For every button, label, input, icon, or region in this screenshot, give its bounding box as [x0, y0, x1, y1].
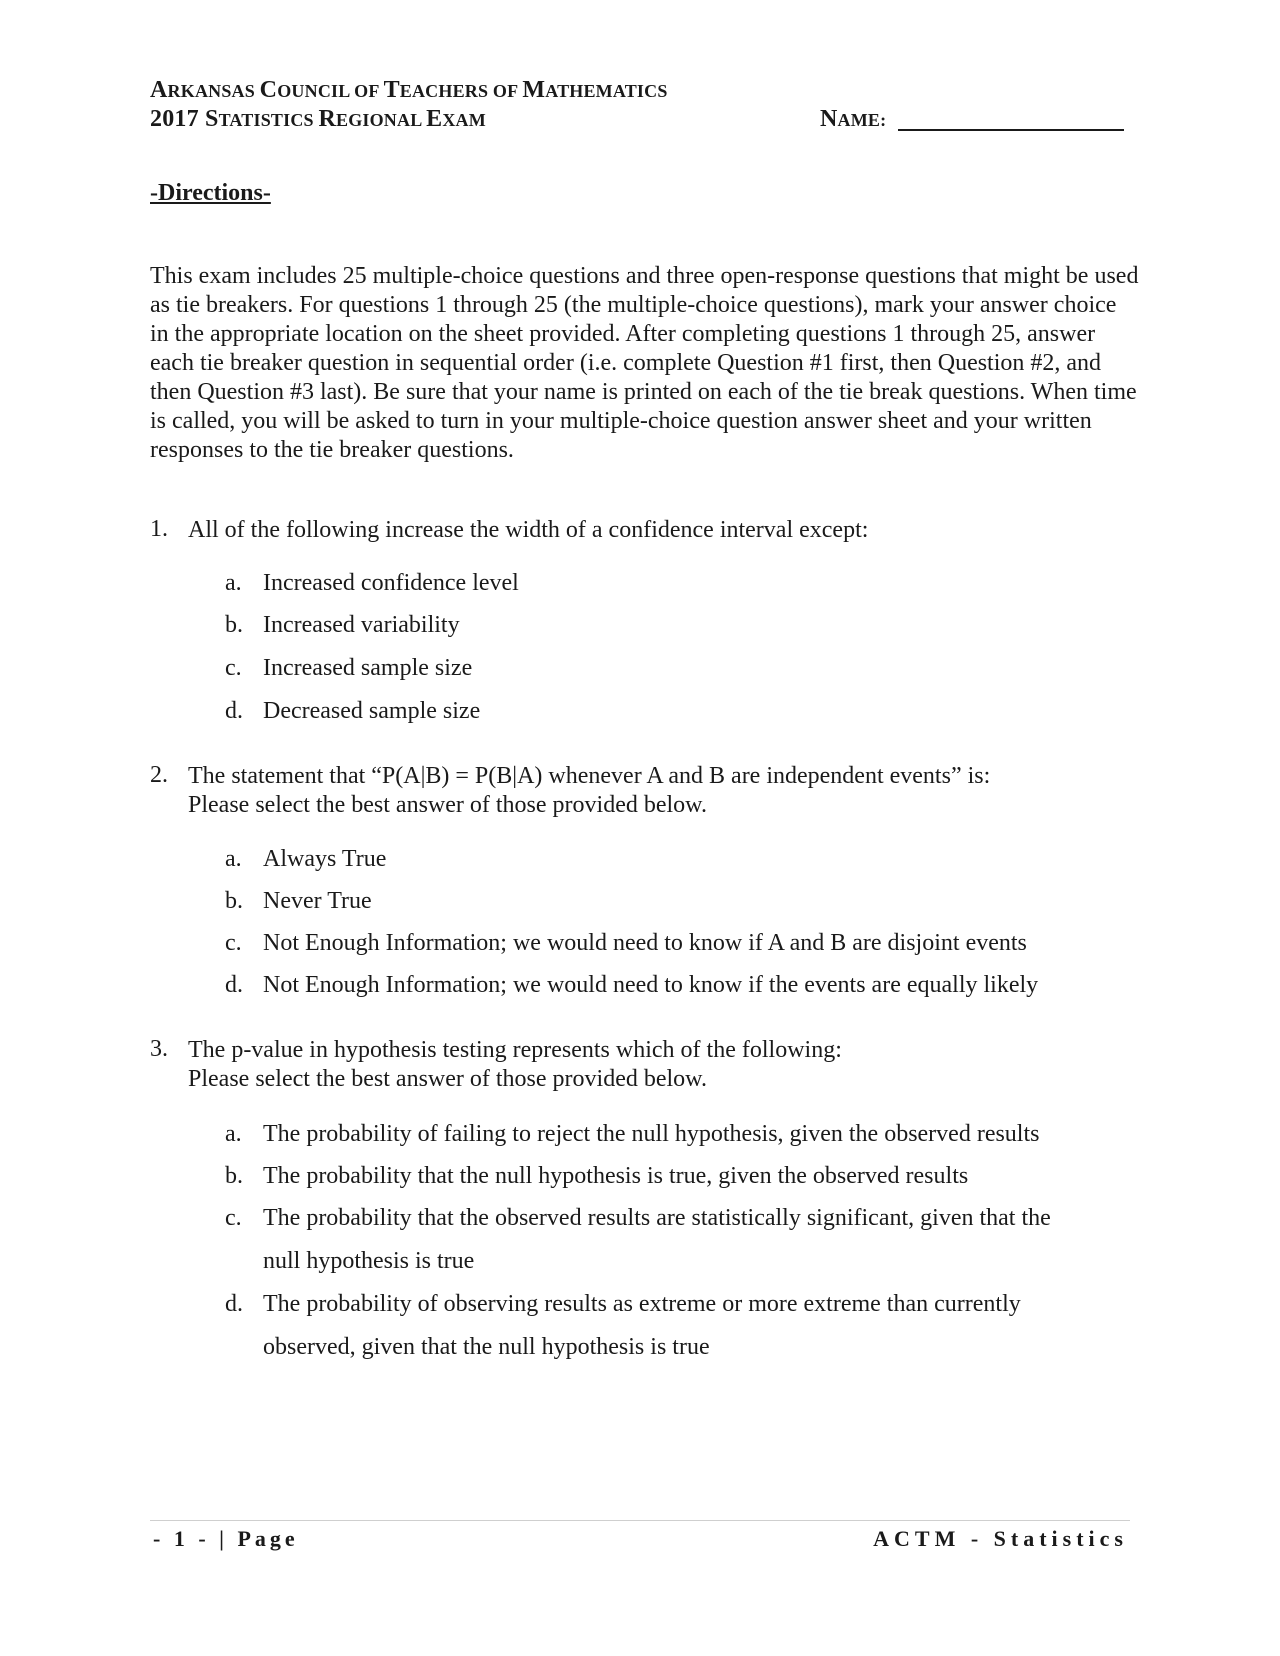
option-text: Increased variability — [263, 612, 460, 638]
option-3c-continued — [263, 1248, 474, 1275]
option-letter: d. — [225, 1291, 243, 1317]
option-letter: a. — [225, 570, 242, 596]
option-letter: d. — [225, 972, 243, 998]
directions-paragraph: This exam includes 25 multiple-choice questions and three open-response questions that might be used as tie breakers. For questions 1 through 25 (the multiple-choice questions), mark your answer choice in the appropriate location on the sheet provided. After completing questions 1 through 25, answer each tie breaker question in sequential order (i.e. complete Question #1 first, then Question #2, and then Question #3 last). Be sure that your name is printed on each of the tie break questions. When time is called, you will be asked to turn in your multiple-choice question answer sheet and your written responses to the tie breaker questions. — [150, 263, 1139, 463]
question-instruction: Please select the best answer of those provided below. — [188, 792, 707, 818]
question-stem: All of the following increase the width of a confidence interval except: — [188, 517, 869, 543]
option-text: Increased sample size — [263, 655, 473, 681]
question-stem: The p-value in hypothesis testing represents which of the following: — [188, 1037, 842, 1063]
exam-title: 2017 STATISTICS REGIONAL EXAM — [150, 106, 486, 132]
option-text: The probability that the null hypothesis is true, given the observed results — [263, 1163, 969, 1189]
question-number: 2. — [150, 762, 168, 788]
question-number: 3. — [150, 1036, 168, 1062]
option-text: Not Enough Information; we would need to know if A and B are disjoint events — [263, 930, 1027, 956]
directions-heading: -Directions- — [150, 180, 271, 206]
option-text-continued: null hypothesis is true — [263, 1248, 475, 1274]
option-letter: b. — [225, 612, 243, 638]
option-text: Always True — [263, 846, 387, 872]
question-stem: The statement that “P(A|B) = P(B|A) whenever A and B are independent events” is: — [188, 763, 991, 789]
organization-title: ARKANSAS COUNCIL OF TEACHERS OF MATHEMATICS — [150, 77, 668, 103]
page-number: - 1 - | Page — [153, 1526, 299, 1551]
option-text: The probability of failing to reject the null hypothesis, given the observed results — [263, 1121, 1040, 1147]
option-text: Not Enough Information; we would need to know if the events are equally likely — [263, 972, 1039, 998]
option-letter: c. — [225, 655, 242, 681]
question-instruction: Please select the best answer of those provided below. — [188, 1066, 707, 1092]
option-text: Decreased sample size — [263, 698, 481, 724]
option-text: Increased confidence level — [263, 570, 519, 596]
option-text: Never True — [263, 888, 372, 914]
option-letter: a. — [225, 846, 242, 872]
option-3d-continued — [263, 1334, 710, 1361]
option-text-continued: observed, given that the null hypothesis is true — [263, 1334, 710, 1360]
option-text: The probability of observing results as extreme or more extreme than currently — [263, 1291, 1021, 1317]
question-number: 1. — [150, 516, 168, 542]
option-letter: b. — [225, 1163, 243, 1189]
option-letter: d. — [225, 698, 243, 724]
option-letter: a. — [225, 1121, 242, 1147]
option-letter: c. — [225, 1205, 242, 1231]
name-label: NAME: — [820, 106, 887, 132]
name-blank-line[interactable] — [898, 129, 1124, 131]
footer-divider — [150, 1520, 1130, 1521]
option-letter: c. — [225, 930, 242, 956]
option-letter: b. — [225, 888, 243, 914]
footer-course-label: ACTM - Statistics — [873, 1526, 1128, 1551]
option-text: The probability that the observed results are statistically significant, given that the — [263, 1205, 1051, 1231]
